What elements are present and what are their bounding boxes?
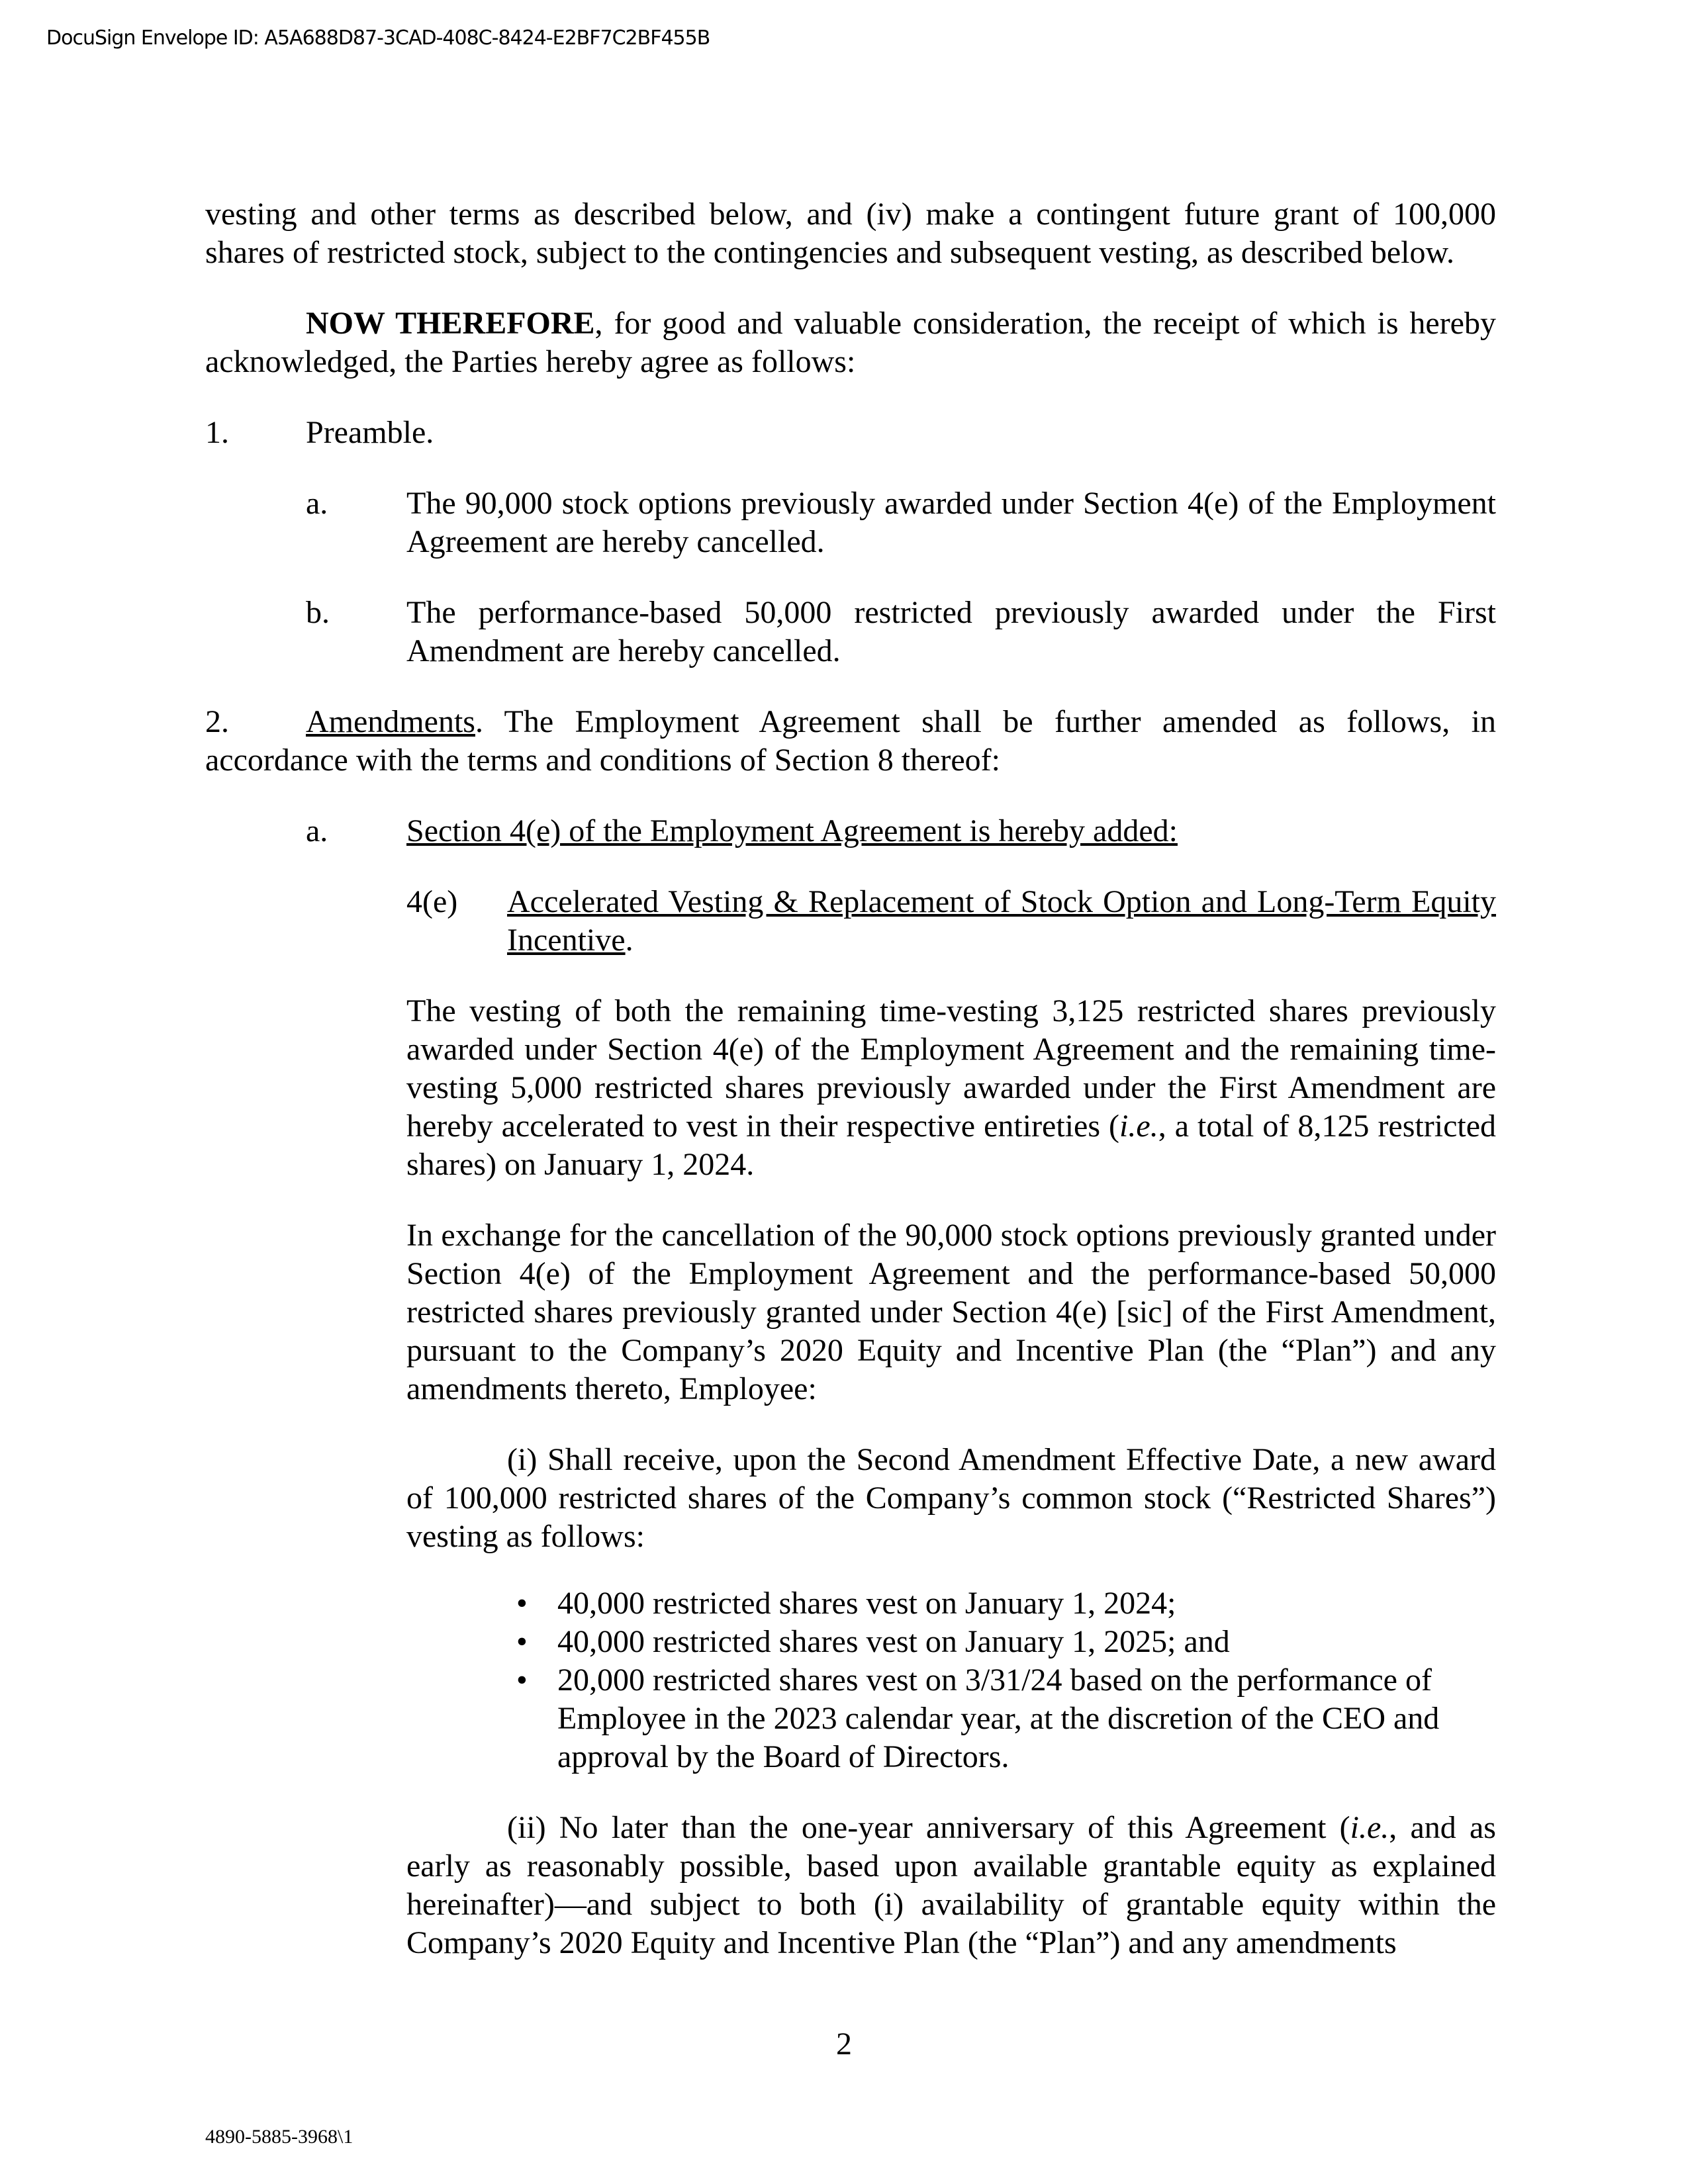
section-4e-block xyxy=(406,883,1496,1962)
section-2-paragraph xyxy=(205,703,1496,780)
now-therefore-text: , for good and valuable consideration, the receipt of which is hereby acknowledged, the Parties hereby agree as follows: xyxy=(205,306,1496,379)
vesting-item-text: 40,000 restricted shares vest on January 1, 2024; xyxy=(557,1586,1176,1621)
section-1b xyxy=(306,594,1496,670)
future-grant-paragraph xyxy=(406,1809,1496,1962)
now-therefore-bold: NOW THEREFORE xyxy=(306,306,595,341)
section-4e-heading xyxy=(406,883,1496,960)
future-grant-text-pre: (ii) No later than the one-year anniversary of this Agreement ( xyxy=(507,1810,1350,1845)
section-1-number: 1. xyxy=(205,415,229,450)
section-4e-tag: 4(e) xyxy=(406,884,458,919)
document-id: 4890-5885-3968\1 xyxy=(205,2126,353,2148)
acceleration-paragraph xyxy=(406,992,1496,1184)
future-grant-text-post: , and as early as reasonably possible, based upon available grantable equity as explained hereinafter)—and subject to both (i) availability of grantable equity within the Company’s 2020 Equity and Incentive Plan (the “Plan”) and any amendments xyxy=(406,1810,1496,1960)
section-1b-label: b. xyxy=(306,595,330,630)
section-2a-label: a. xyxy=(306,813,328,848)
section-2-text: . The Employment Agreement shall be further amended as follows, in accordance with the terms and conditions of Section 8 thereof: xyxy=(205,704,1496,778)
section-4e-title-end: . xyxy=(625,923,633,958)
acceleration-text-post: , a total of 8,125 restricted shares) on January 1, 2024. xyxy=(406,1109,1497,1182)
future-grant-ie: i.e. xyxy=(1350,1810,1389,1845)
section-1-title: Preamble. xyxy=(306,415,434,450)
vesting-item xyxy=(507,1661,1496,1776)
vesting-item-text: 40,000 restricted shares vest on January 1, 2025; and xyxy=(557,1624,1230,1659)
vesting-item xyxy=(507,1584,1496,1623)
section-1a-text: The 90,000 stock options previously awarded under Section 4(e) of the Employment Agreement are hereby cancelled. xyxy=(406,486,1496,559)
document-body xyxy=(205,195,1496,1962)
acceleration-ie: i.e. xyxy=(1119,1109,1158,1144)
now-therefore-paragraph xyxy=(205,304,1496,381)
bullet-icon: • xyxy=(516,1662,528,1698)
page-number: 2 xyxy=(836,2026,852,2062)
acceleration-text-pre: The vesting of both the remaining time-vesting 3,125 restricted shares previously awarded under Section 4(e) of the Employment Agreement and the remaining time-vesting 5,000 restricted shares previously awarded under the First Amendment are hereby accelerated to vest in their respective entireties ( xyxy=(406,993,1496,1144)
docusign-envelope-id: DocuSign Envelope ID: A5A688D87-3CAD-408C-8424-E2BF7C2BF455B xyxy=(46,26,710,50)
section-4e-title: Accelerated Vesting & Replacement of Stock Option and Long-Term Equity Incentive xyxy=(507,884,1496,958)
intro-paragraph: vesting and other terms as described below, and (iv) make a contingent future grant of 100,000 shares of restricted stock, subject to the contingencies and subsequent vesting, as described below. xyxy=(205,197,1496,270)
bullet-icon: • xyxy=(516,1586,528,1621)
vesting-item xyxy=(507,1623,1496,1661)
bullet-icon: • xyxy=(516,1624,528,1659)
section-1b-text: The performance-based 50,000 restricted previously awarded under the First Amendment are hereby cancelled. xyxy=(406,595,1496,668)
section-4e-title-wrap xyxy=(507,883,1496,960)
vesting-item-text: 20,000 restricted shares vest on 3/31/24 based on the performance of Employee in the 2023 calendar year, at the discretion of the CEO and approval by the Board of Directors. xyxy=(557,1662,1440,1774)
section-2a-title: Section 4(e) of the Employment Agreement is hereby added: xyxy=(406,813,1178,848)
section-1-heading xyxy=(205,414,1496,452)
section-1a-label: a. xyxy=(306,486,328,521)
section-2-number: 2. xyxy=(205,704,229,739)
section-2-title: Amendments xyxy=(306,704,475,739)
vesting-schedule-list xyxy=(507,1584,1496,1776)
section-2a xyxy=(306,812,1496,850)
new-award-paragraph: (i) Shall receive, upon the Second Amendment Effective Date, a new award of 100,000 restricted shares of the Company’s common stock (“Restricted Shares”) vesting as follows: xyxy=(406,1442,1496,1554)
section-1a xyxy=(306,484,1496,561)
exchange-paragraph: In exchange for the cancellation of the 90,000 stock options previously granted under Section 4(e) of the Employment Agreement and the performance-based 50,000 restricted shares previously granted under Section 4(e) [sic] of the First Amendment, pursuant to the Company’s 2020 Equity and Incentive Plan (the “Plan”) and any amendments thereto, Employee: xyxy=(406,1218,1496,1406)
